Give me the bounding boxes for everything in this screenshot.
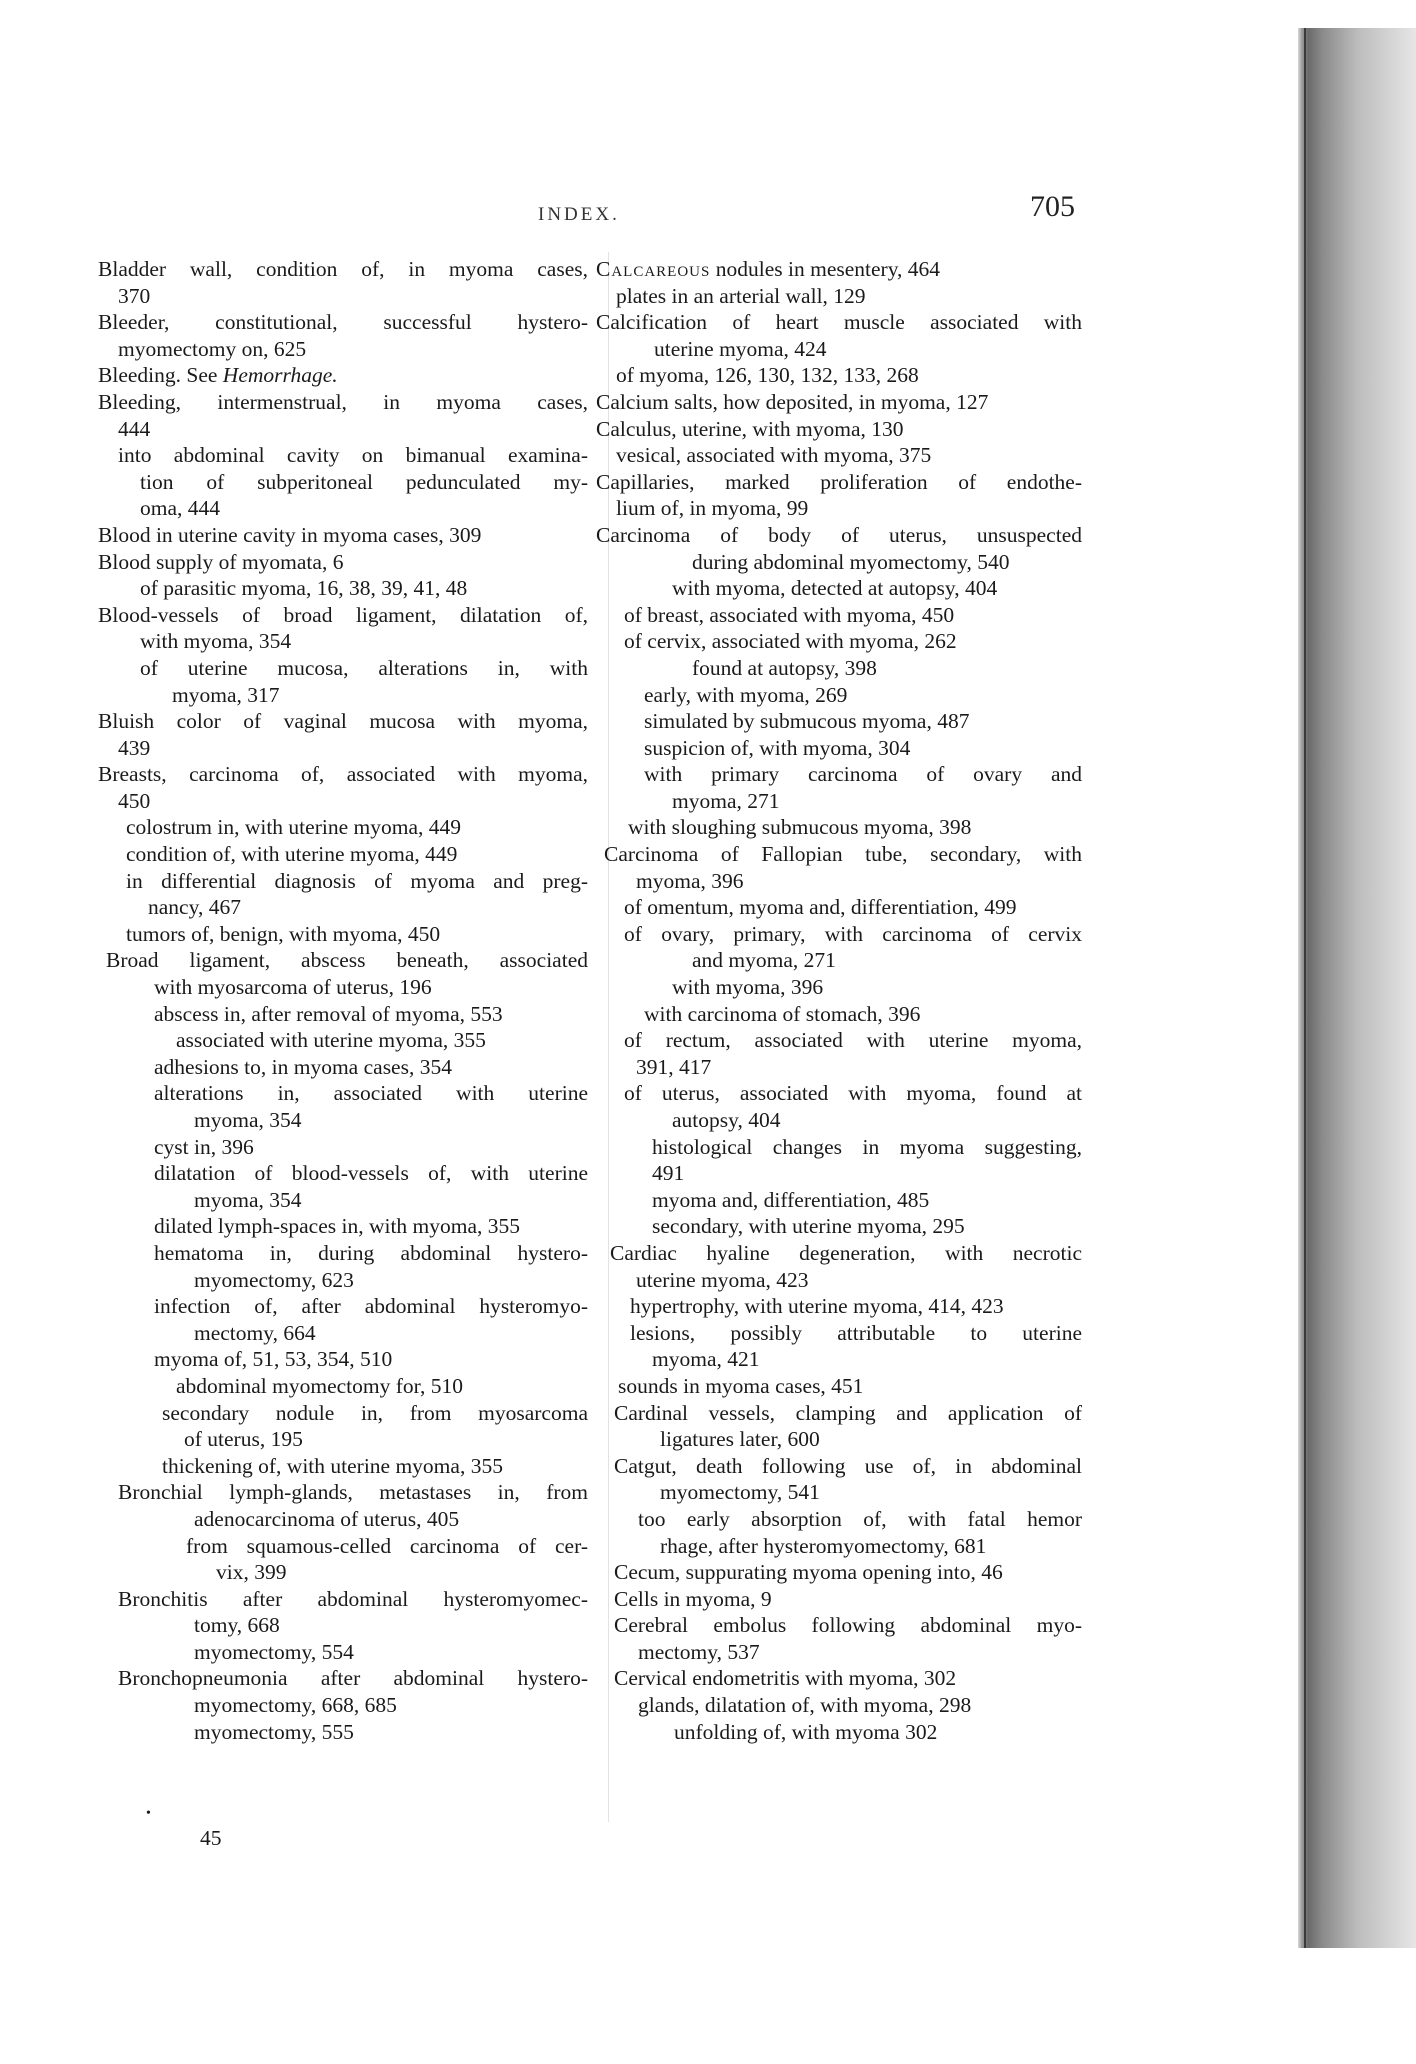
index-entry-line: myomectomy, 623 bbox=[194, 1267, 354, 1292]
index-entry-line: myomectomy on, 625 bbox=[118, 336, 307, 361]
index-entry-line: with primary carcinoma of ovary and bbox=[644, 762, 1082, 787]
index-entry-line: with sloughing submucous myoma, 398 bbox=[628, 815, 972, 840]
index-entry-line: Bronchial lymph-glands, metastases in, from bbox=[118, 1480, 588, 1505]
index-entry-line: Calcareous nodules in mesentery, 464 bbox=[596, 257, 941, 281]
index-entry-line: myoma and, differentiation, 485 bbox=[652, 1187, 930, 1212]
index-entry-line: simulated by submucous myoma, 487 bbox=[644, 709, 970, 734]
index-entry-line: with myoma, 396 bbox=[672, 975, 824, 1000]
index-entry-line: plates in an arterial wall, 129 bbox=[616, 283, 866, 308]
index-entry-line: tumors of, benign, with myoma, 450 bbox=[126, 921, 441, 946]
index-entry-line: with myosarcoma of uterus, 196 bbox=[154, 975, 432, 1000]
index-entry-line: Blood supply of myomata, 6 bbox=[98, 549, 344, 574]
index-entry-line: Bluish color of vaginal mucosa with myoma, bbox=[98, 709, 588, 734]
index-entry-line: myomectomy, 541 bbox=[660, 1480, 820, 1505]
index-entry-line: of uterus, 195 bbox=[184, 1427, 303, 1452]
index-entry-line: unfolding of, with myoma 302 bbox=[674, 1719, 938, 1744]
index-entry-line: tomy, 668 bbox=[194, 1613, 280, 1638]
index-entry-line: secondary, with uterine myoma, 295 bbox=[652, 1214, 965, 1239]
index-entry-line: 444 bbox=[118, 416, 151, 441]
stray-bullet-mark: • bbox=[146, 1806, 151, 1821]
index-entry-line: myoma, 421 bbox=[652, 1347, 760, 1372]
index-entry-line: hypertrophy, with uterine myoma, 414, 423 bbox=[630, 1294, 1004, 1319]
index-entry-line: of ovary, primary, with carcinoma of cervix bbox=[624, 921, 1082, 946]
index-entry-line: early, with myoma, 269 bbox=[644, 682, 848, 707]
index-entry-line: abscess in, after removal of myoma, 553 bbox=[154, 1001, 503, 1026]
index-entry-line: Carcinoma of body of uterus, unsuspected bbox=[596, 522, 1082, 547]
index-entry-line: Bleeding, intermenstrual, in myoma cases, bbox=[98, 389, 588, 414]
index-entry-line: of omentum, myoma and, differentiation, 499 bbox=[624, 895, 1017, 920]
index-entry-line: Cells in myoma, 9 bbox=[614, 1586, 772, 1611]
index-entry-line: myomectomy, 554 bbox=[194, 1639, 354, 1664]
index-entry-line: Cardiac hyaline degeneration, with necrotic bbox=[610, 1240, 1082, 1265]
page-edge-line bbox=[1304, 28, 1306, 1948]
index-entry-line: cyst in, 396 bbox=[154, 1134, 254, 1159]
index-entry-line: myoma, 271 bbox=[672, 788, 780, 813]
index-entry-line: Bleeding. See Hemorrhage. bbox=[98, 363, 338, 388]
index-entry-line: autopsy, 404 bbox=[672, 1108, 781, 1132]
index-entry-line: histological changes in myoma suggesting, bbox=[652, 1134, 1082, 1159]
index-entry-line: Cardinal vessels, clamping and application of bbox=[614, 1400, 1082, 1425]
index-entry-line: of uterine mucosa, alterations in, with bbox=[140, 655, 588, 680]
index-entry-line: myoma, 396 bbox=[636, 868, 744, 893]
index-entry-line: mectomy, 537 bbox=[638, 1639, 760, 1664]
index-entry-line: thickening of, with uterine myoma, 355 bbox=[162, 1453, 503, 1478]
index-entry-line: with myoma, detected at autopsy, 404 bbox=[672, 576, 998, 601]
index-entry-line: alterations in, associated with uterine bbox=[154, 1081, 588, 1106]
index-entry-line: suspicion of, with myoma, 304 bbox=[644, 735, 911, 760]
index-entry-line: colostrum in, with uterine myoma, 449 bbox=[126, 815, 461, 840]
index-entry-line: too early absorption of, with fatal hemor bbox=[638, 1506, 1082, 1531]
index-entry-line: myomectomy, 555 bbox=[194, 1719, 354, 1744]
index-entry-line: myoma, 354 bbox=[194, 1108, 302, 1132]
index-entry-line: into abdominal cavity on bimanual examina- bbox=[118, 443, 588, 468]
index-entry-line: glands, dilatation of, with myoma, 298 bbox=[638, 1693, 972, 1718]
index-entry-line: Cerebral embolus following abdominal myo- bbox=[614, 1613, 1082, 1638]
index-entry-line: in differential diagnosis of myoma and preg- bbox=[126, 868, 588, 893]
index-entry-line: 450 bbox=[118, 788, 151, 813]
index-entry-line: of rectum, associated with uterine myoma, bbox=[624, 1028, 1082, 1053]
index-column-right bbox=[596, 256, 1082, 1745]
index-entry-line: Breasts, carcinoma of, associated with myoma, bbox=[98, 762, 588, 787]
running-head: INDEX. bbox=[538, 204, 620, 225]
index-entry-line: adhesions to, in myoma cases, 354 bbox=[154, 1054, 452, 1079]
index-entry-line: Bronchopneumonia after abdominal hystero- bbox=[118, 1666, 588, 1691]
index-entry-line: oma, 444 bbox=[140, 496, 221, 521]
index-entry-line: of myoma, 126, 130, 132, 133, 268 bbox=[616, 363, 919, 388]
index-entry-line: 491 bbox=[652, 1161, 685, 1186]
index-entry-line: uterine myoma, 424 bbox=[654, 336, 827, 361]
index-entry-line: ligatures later, 600 bbox=[660, 1427, 820, 1452]
index-entry-line: myoma, 354 bbox=[194, 1187, 302, 1212]
index-entry-line: abdominal myomectomy for, 510 bbox=[176, 1373, 463, 1398]
index-entry-line: infection of, after abdominal hysteromyo- bbox=[154, 1294, 588, 1319]
index-entry-line: myomectomy, 668, 685 bbox=[194, 1693, 397, 1718]
index-entry-line: Catgut, death following use of, in abdominal bbox=[614, 1453, 1082, 1478]
index-entry-line: condition of, with uterine myoma, 449 bbox=[126, 842, 458, 867]
index-entry-line: uterine myoma, 423 bbox=[636, 1267, 809, 1292]
signature-mark: 45 bbox=[200, 1826, 222, 1850]
index-entry-line: Bleeder, constitutional, successful hystero- bbox=[98, 310, 588, 335]
index-entry-line: myoma of, 51, 53, 354, 510 bbox=[154, 1347, 393, 1372]
index-entry-line: Broad ligament, abscess beneath, associated bbox=[106, 948, 588, 973]
index-entry-line: Calculus, uterine, with myoma, 130 bbox=[596, 416, 904, 441]
index-entry-line: tion of subperitoneal pedunculated my- bbox=[140, 469, 588, 494]
index-entry-line: myoma, 317 bbox=[172, 682, 280, 707]
index-entry-line: Bladder wall, condition of, in myoma cases, bbox=[98, 257, 588, 281]
index-entry-line: nancy, 467 bbox=[148, 895, 241, 920]
index-entry-line: of cervix, associated with myoma, 262 bbox=[624, 629, 957, 654]
index-entry-line: adenocarcinoma of uterus, 405 bbox=[194, 1506, 460, 1531]
index-entry-line: 439 bbox=[118, 735, 151, 760]
index-entry-line: Carcinoma of Fallopian tube, secondary, with bbox=[604, 842, 1082, 867]
index-entry-line: 391, 417 bbox=[636, 1054, 712, 1079]
index-entry-line: Calcium salts, how deposited, in myoma, 127 bbox=[596, 389, 989, 414]
index-entry-line: Cervical endometritis with myoma, 302 bbox=[614, 1666, 957, 1691]
index-entry-line: during abdominal myomectomy, 540 bbox=[692, 549, 1010, 574]
index-entry-line: mectomy, 664 bbox=[194, 1320, 316, 1345]
index-entry-line: Blood-vessels of broad ligament, dilatation of, bbox=[98, 602, 588, 627]
index-entry-line: 370 bbox=[118, 283, 151, 308]
index-entry-line: hematoma in, during abdominal hystero- bbox=[154, 1240, 588, 1265]
page-edge-shadow bbox=[1298, 28, 1416, 1948]
index-entry-line: lesions, possibly attributable to uterine bbox=[630, 1320, 1082, 1345]
index-entry-line: vesical, associated with myoma, 375 bbox=[616, 443, 932, 468]
index-entry-line: and myoma, 271 bbox=[692, 948, 836, 973]
index-entry-line: sounds in myoma cases, 451 bbox=[618, 1373, 864, 1398]
index-entry-line: found at autopsy, 398 bbox=[692, 655, 877, 680]
index-entry-line: associated with uterine myoma, 355 bbox=[176, 1028, 486, 1053]
index-entry-line: of parasitic myoma, 16, 38, 39, 41, 48 bbox=[140, 576, 468, 601]
index-entry-line: vix, 399 bbox=[216, 1560, 287, 1585]
index-entry-line: Bronchitis after abdominal hysteromyomec- bbox=[118, 1586, 588, 1611]
index-entry-line: with myoma, 354 bbox=[140, 629, 292, 654]
index-entry-line: with carcinoma of stomach, 396 bbox=[644, 1001, 921, 1026]
page-number: 705 bbox=[1030, 190, 1075, 223]
index-entry-line: dilatation of blood-vessels of, with uterine bbox=[154, 1161, 588, 1186]
index-column-left bbox=[98, 256, 588, 1745]
index-entry-line: lium of, in myoma, 99 bbox=[616, 496, 809, 521]
index-entry-line: Capillaries, marked proliferation of endothe- bbox=[596, 469, 1082, 494]
index-entry-line: of breast, associated with myoma, 450 bbox=[624, 602, 955, 627]
index-entry-line: from squamous-celled carcinoma of cer- bbox=[186, 1533, 588, 1558]
index-entry-line: Blood in uterine cavity in myoma cases, 309 bbox=[98, 522, 482, 547]
index-entry-line: Calcification of heart muscle associated with bbox=[596, 310, 1082, 335]
index-entry-line: secondary nodule in, from myosarcoma bbox=[162, 1400, 588, 1425]
index-entry-line: dilated lymph-spaces in, with myoma, 355 bbox=[154, 1214, 521, 1239]
index-entry-line: rhage, after hysteromyomectomy, 681 bbox=[660, 1533, 987, 1558]
index-entry-line: of uterus, associated with myoma, found at bbox=[624, 1081, 1082, 1106]
index-entry-line: Cecum, suppurating myoma opening into, 46 bbox=[614, 1560, 1003, 1585]
